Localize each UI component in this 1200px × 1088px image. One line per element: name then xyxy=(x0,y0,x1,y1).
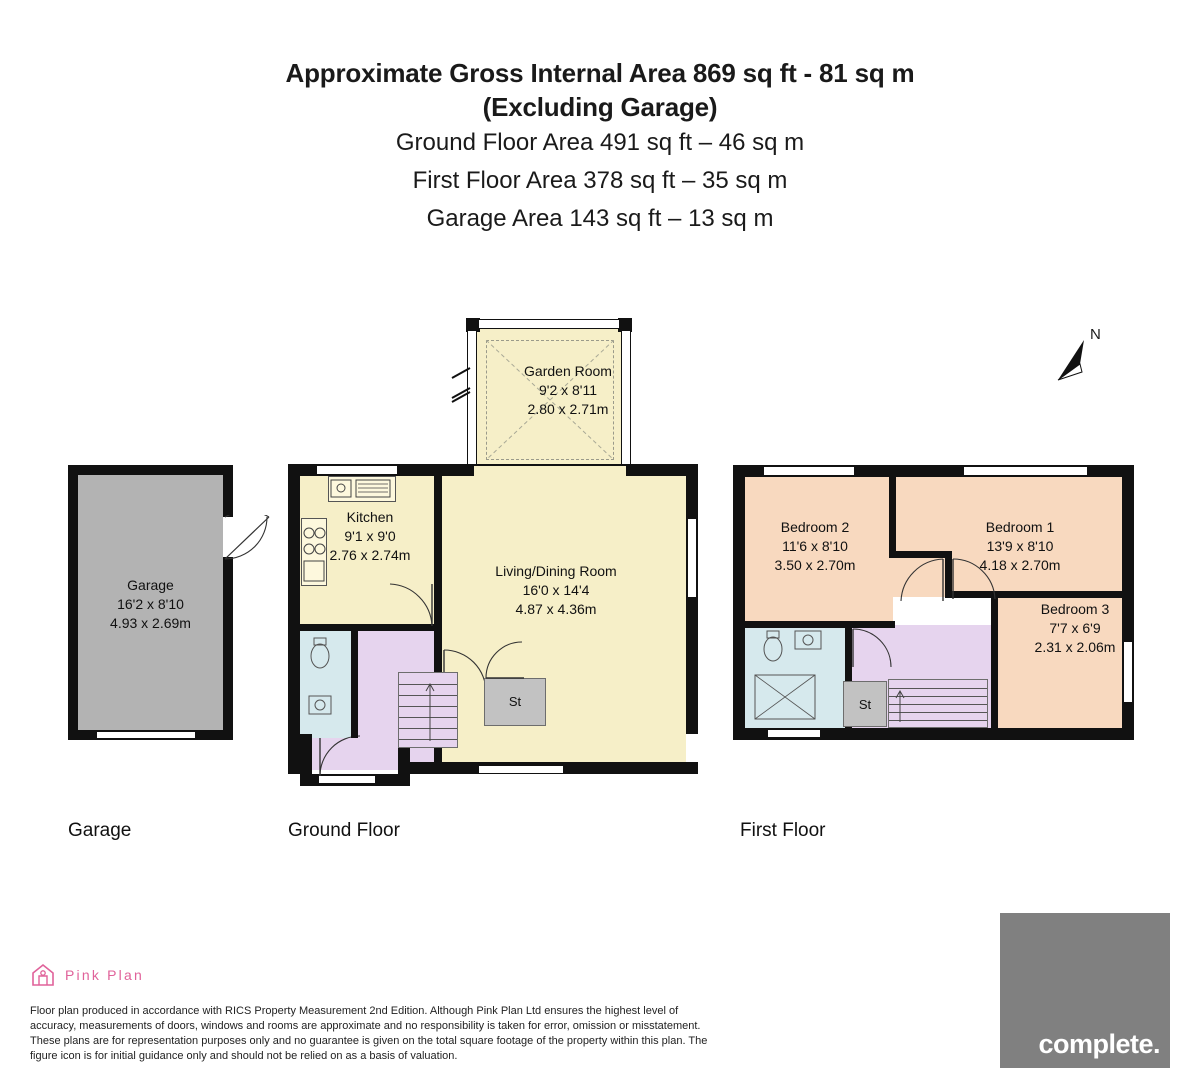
garage-room-label xyxy=(68,576,233,633)
garden-room-imperial: 9'2 x 8'11 xyxy=(538,382,598,398)
ground-floor-title: Ground Floor xyxy=(288,820,400,841)
header-title-line2: (Excluding Garage) xyxy=(482,92,718,122)
garage-wall-top xyxy=(68,465,233,475)
wc-fixtures-icon xyxy=(306,634,348,734)
kitchen-sink-and-hob-icon xyxy=(330,478,394,500)
kitchen-name: Kitchen xyxy=(346,509,394,525)
complete-label: complete. xyxy=(1038,1029,1160,1059)
bedroom2-label xyxy=(740,518,890,575)
garage-room-metric: 4.93 x 2.69m xyxy=(110,615,191,631)
garage-room-imperial: 16'2 x 8'10 xyxy=(117,596,184,612)
garage-door-opening xyxy=(96,731,196,739)
first-store-label xyxy=(843,695,887,714)
bedroom3-imperial: 7'7 x 6'9 xyxy=(1049,620,1101,636)
bedroom2-window xyxy=(763,466,855,476)
kitchen-label xyxy=(300,508,440,565)
bedroom2-metric: 3.50 x 2.70m xyxy=(774,557,856,573)
first-floor-title: First Floor xyxy=(740,820,826,841)
first-store-name: St xyxy=(858,697,872,712)
bathroom-fixtures-icon xyxy=(753,629,849,725)
bed1-bed2-partition xyxy=(889,477,896,557)
living-dining-imperial: 16'0 x 14'4 xyxy=(522,582,590,598)
bedroom2-name: Bedroom 2 xyxy=(780,519,850,535)
garden-room-opening xyxy=(474,466,626,476)
compass-rose xyxy=(1050,326,1110,390)
stair-direction-arrow xyxy=(425,681,435,743)
kitchen-imperial: 9'1 x 9'0 xyxy=(344,528,396,544)
bedroom2-imperial: 11'6 x 8'10 xyxy=(782,538,848,554)
ground-floor-area-text: Ground Floor Area 491 sq ft – 46 sq m xyxy=(395,129,805,156)
bedroom3-name: Bedroom 3 xyxy=(1040,601,1110,617)
ground-wall-left xyxy=(288,464,300,774)
garden-room-label xyxy=(488,362,648,419)
garage-room-name: Garage xyxy=(127,577,174,593)
first-wall-left xyxy=(733,465,745,740)
first-stair-arrow xyxy=(895,688,905,724)
ground-wall-right xyxy=(686,464,698,734)
garden-room-name: Garden Room xyxy=(524,363,612,379)
bedroom1-imperial: 13'9 x 8'10 xyxy=(986,538,1054,554)
kitchen-metric: 2.76 x 2.74m xyxy=(329,547,411,563)
kitchen-window xyxy=(316,465,398,475)
first-floor-area-text: First Floor Area 378 sq ft – 35 sq m xyxy=(412,167,788,194)
front-door-swing xyxy=(316,732,376,780)
garage-area-text: Garage Area 143 sq ft – 13 sq m xyxy=(426,205,774,232)
living-dining-label xyxy=(436,562,676,619)
living-dining-metric: 4.87 x 4.36m xyxy=(515,601,597,617)
bathroom-window xyxy=(767,729,821,738)
bedroom1-name: Bedroom 1 xyxy=(985,519,1055,535)
bedroom1-metric: 4.18 x 2.70m xyxy=(979,557,1061,573)
header-title-line1: Approximate Gross Internal Area 869 sq ft - 81 sq m xyxy=(285,58,915,88)
bathroom-door-swing xyxy=(851,627,895,669)
living-dining-name: Living/Dining Room xyxy=(495,563,617,579)
ground-staircase xyxy=(398,672,458,748)
compass-north-label: N xyxy=(1090,326,1101,343)
pink-plan-logo-icon xyxy=(30,962,56,988)
living-dining-fill xyxy=(438,476,686,762)
bed3-landing-partition xyxy=(991,598,998,728)
garage-floor-title: Garage xyxy=(68,820,132,841)
store-door-swing xyxy=(484,640,528,680)
brand-block xyxy=(30,962,144,988)
garden-room-metric: 2.80 x 2.71m xyxy=(527,401,609,417)
bedroom3-label xyxy=(1000,600,1150,657)
living-window-right xyxy=(687,518,697,598)
ground-wall-bottom-left-stub xyxy=(288,762,300,774)
garden-room-window-top xyxy=(478,319,620,329)
disclaimer-text: Floor plan produced in accordance with RICS Property Measurement 2nd Edition. Although Pink Plan Ltd ensures the highest level of accuracy, measurements of doors, windows and rooms are approximate and no responsibility is taken for error, omission or misstatement. These plans are for representation purposes only and no guarantee is given on the total square footage of the property within this plan. The figure icon is for initial guidance only and should not be relied on as a basis of valuation. xyxy=(30,1005,708,1062)
bedroom1-label xyxy=(940,518,1100,575)
living-window-bottom xyxy=(478,765,564,774)
bedroom3-metric: 2.31 x 2.06m xyxy=(1034,639,1116,655)
ground-store-name: St xyxy=(508,694,522,709)
garage-side-door-swing xyxy=(223,515,273,563)
kitchen-door-swing xyxy=(384,580,436,628)
complete-logo-block xyxy=(1000,913,1170,1068)
brand-name: Pink Plan xyxy=(65,967,144,983)
first-staircase xyxy=(888,679,988,728)
wc-partition xyxy=(351,631,358,738)
bedroom1-window xyxy=(963,466,1088,476)
ground-store-label xyxy=(484,692,546,711)
garden-room-door-marks xyxy=(448,366,472,414)
